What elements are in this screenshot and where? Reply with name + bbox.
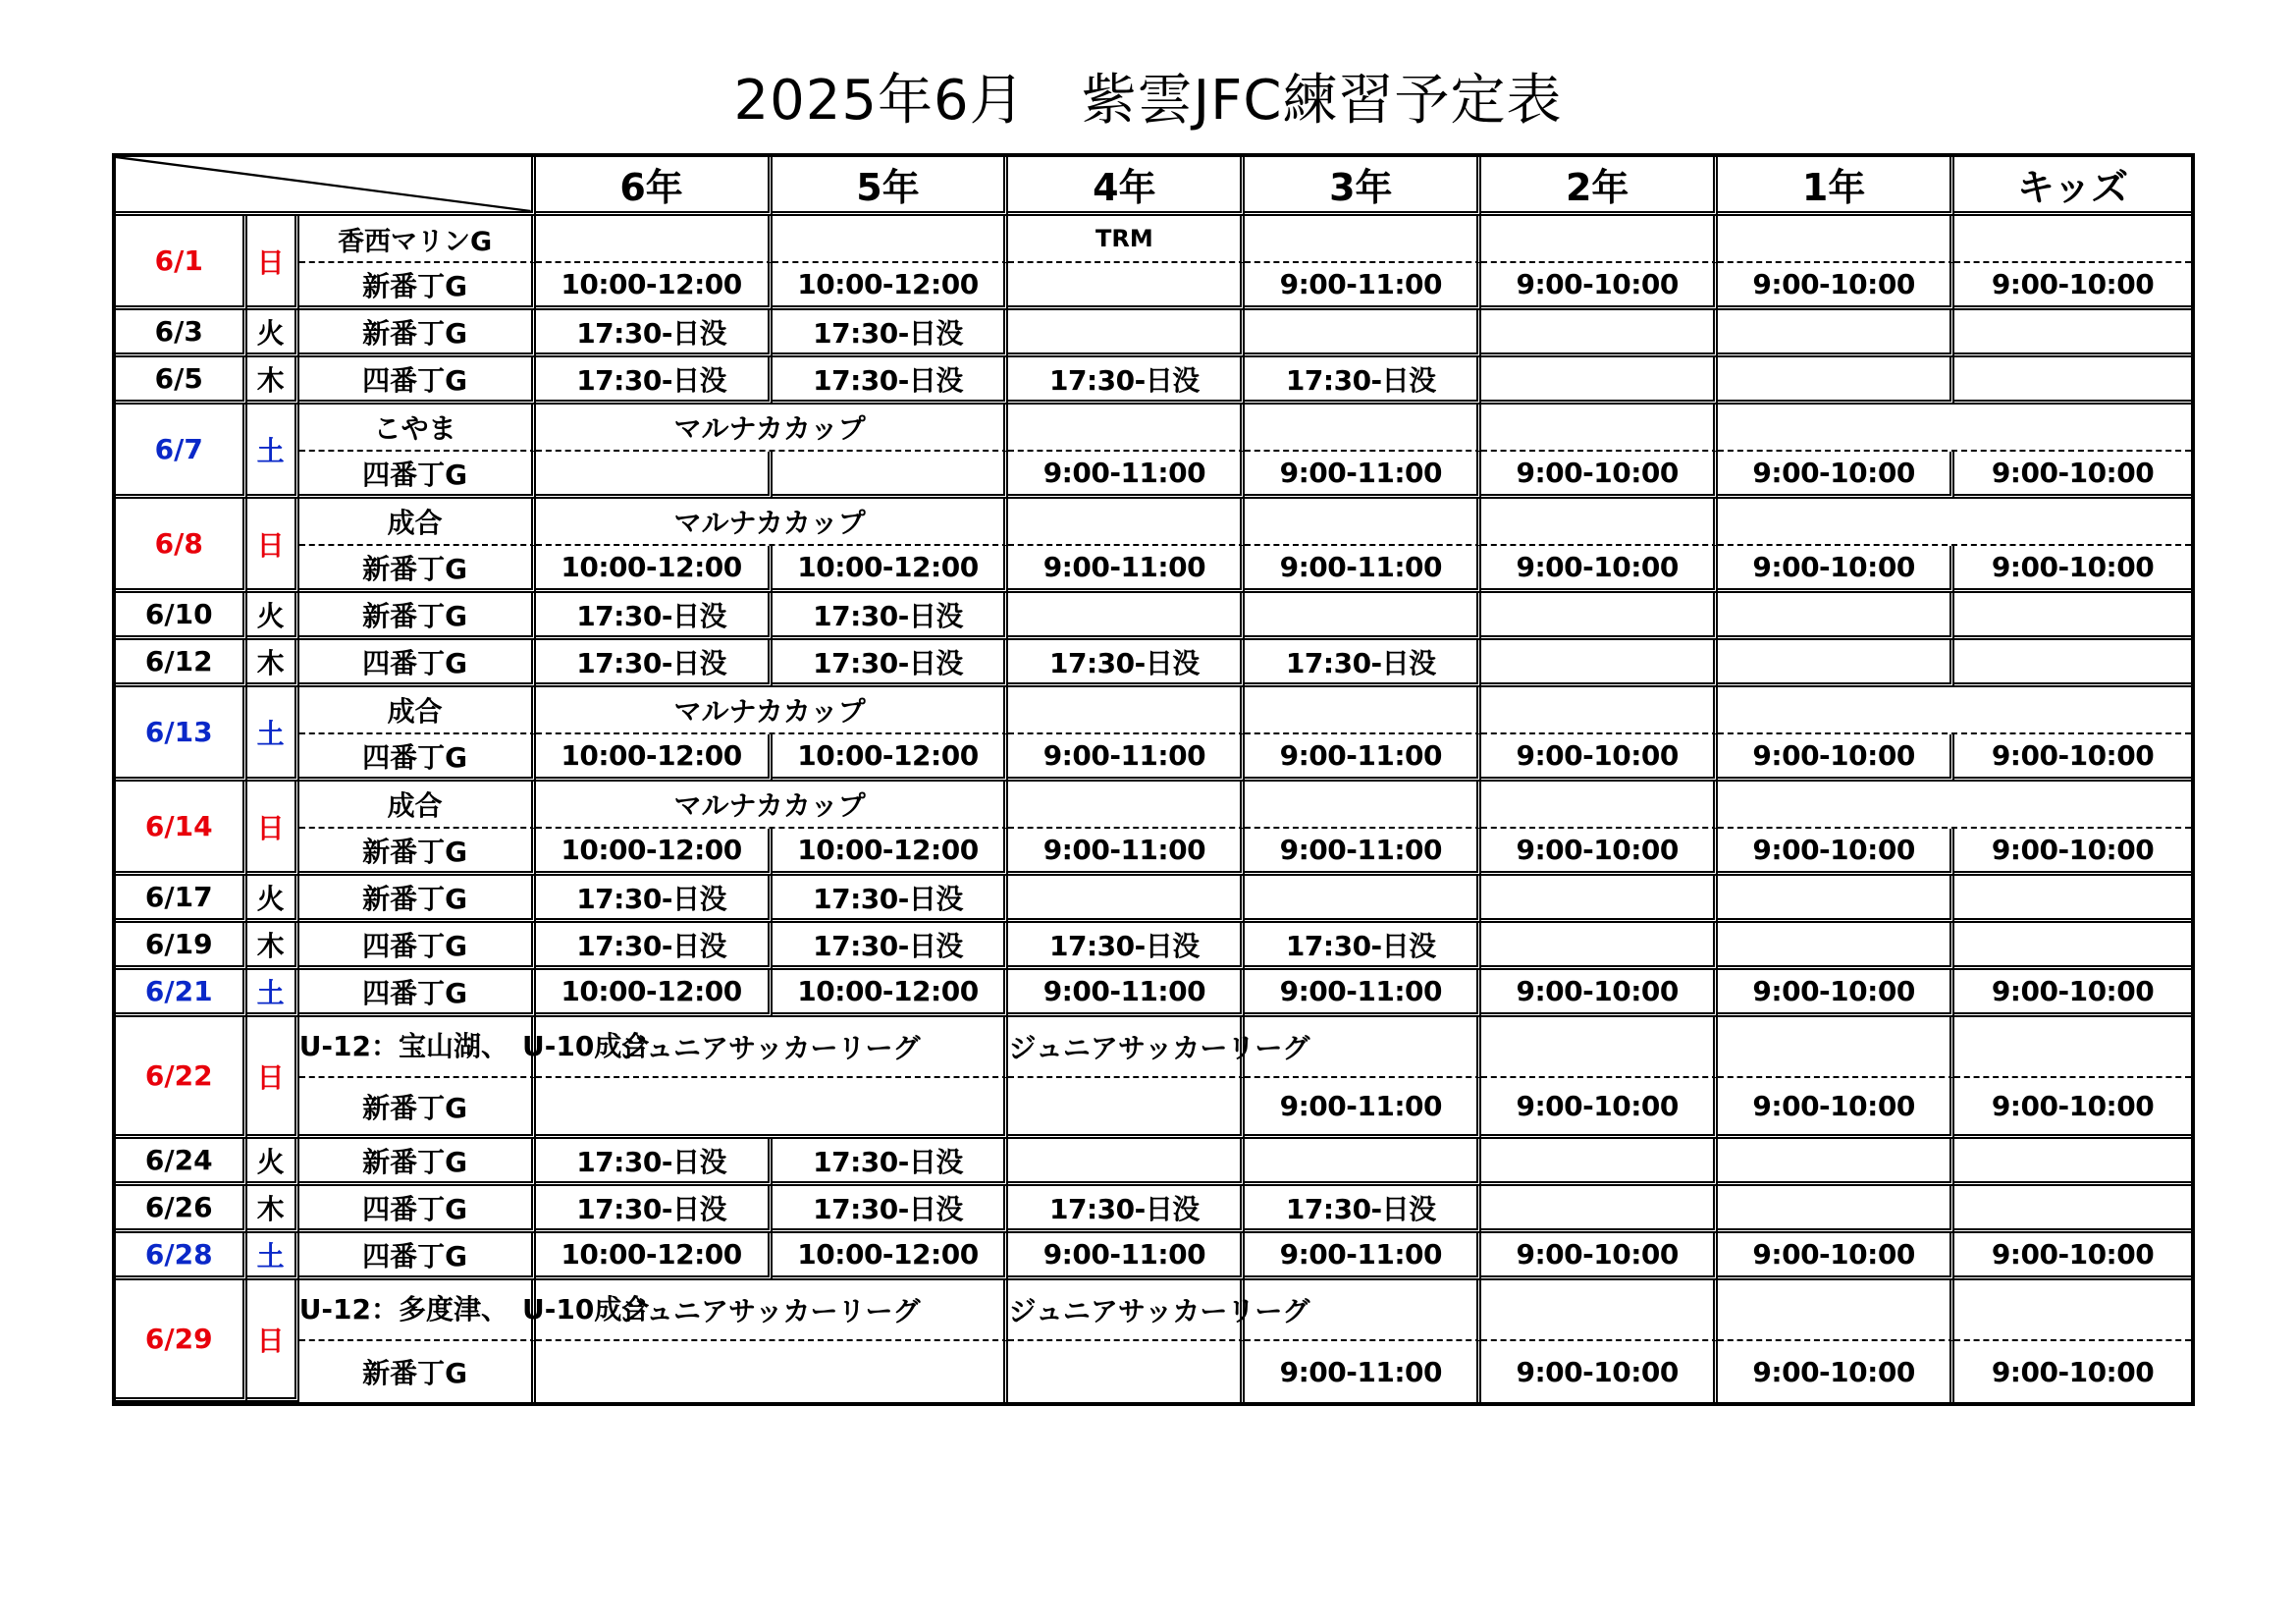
schedule-cell: TRM [1008,216,1245,263]
schedule-cell [1481,782,1718,829]
schedule-cell: 9:00-10:00 [1991,1355,2155,1388]
schedule-cell: 17:30-日没 [536,923,773,970]
date-cell: 6/24 [116,1139,247,1186]
schedule-cell: 9:00-10:00 [1481,970,1718,1017]
schedule-cell: 9:00-10:00 [1481,829,1718,876]
schedule-cell: 9:00-10:00 [1481,546,1718,593]
weekday-cell: 土 [247,687,299,782]
table-row [116,687,2191,734]
weekday-cell: 日 [247,782,299,876]
header-grade-5: 5年 [773,157,1009,216]
venue-cell: 新番丁G [299,1341,536,1402]
schedule-cell: マルナカカップ [536,405,1009,452]
venue-cell: 新番丁G [299,593,536,640]
date-cell: 6/7 [116,405,247,499]
schedule-cell: 17:30-日没 [536,640,773,687]
schedule-cell: 17:30-日没 [536,310,773,357]
table-row [116,357,2191,405]
schedule-cell: 17:30-日没 [536,1139,773,1186]
table-row [116,1139,2191,1186]
schedule-cell [1008,593,1245,640]
table-row [116,640,2191,687]
schedule-cell: 10:00-12:00 [773,829,1009,876]
weekday-cell: 火 [247,1139,299,1186]
corner-cell [116,157,536,216]
schedule-cell [1954,1280,2191,1341]
weekday-cell: 日 [247,216,299,310]
schedule-cell [773,216,1009,263]
schedule-cell: 9:00-11:00 [1008,970,1245,1017]
schedule-cell: 17:30-日没 [773,923,1009,970]
table-row [116,970,2191,1017]
schedule-cell [1718,640,1954,687]
schedule-cell: 9:00-10:00 [1718,829,1954,876]
schedule-cell: 17:30-日没 [773,640,1009,687]
header-grade-4: 4年 [1008,157,1245,216]
schedule-cell: 9:00-11:00 [1008,452,1245,499]
schedule-cell: 17:30-日没 [773,357,1009,405]
schedule-cell: 9:00-11:00 [1245,1341,1481,1402]
weekday-cell: 木 [247,357,299,405]
venue-cell: 新番丁G [299,263,536,310]
schedule-cell [1008,876,1245,923]
schedule-cell: 17:30-日没 [536,1186,773,1233]
schedule-cell: ジュニアサッカーリーグ [536,1017,1009,1078]
date-cell: 6/22 [116,1017,247,1139]
header-grade-2: 2年 [1481,157,1718,216]
schedule-cell: 9:00-10:00 [1481,1341,1718,1402]
table-row [116,1280,2191,1341]
venue-cell: 成合 [299,782,536,829]
table-row [116,734,2191,782]
schedule-cell: 17:30-日没 [773,1139,1009,1186]
schedule-cell [1718,405,2191,452]
header-grade-6: 6年 [536,157,773,216]
schedule-cell: 9:00-10:00 [1954,1078,2191,1139]
venue-cell: U-12：多度津、 U-10成合 [299,1280,536,1341]
venue-cell: 香西マリンG [299,216,536,263]
date-cell: 6/19 [116,923,247,970]
schedule-cell [773,452,1009,499]
schedule-cell [1008,1078,1245,1139]
weekday-cell: 木 [247,923,299,970]
schedule-cell: 9:00-10:00 [1481,452,1718,499]
date-cell: 6/8 [116,499,247,593]
schedule-cell: 17:30-日没 [773,310,1009,357]
schedule-cell: 9:00-11:00 [1245,546,1481,593]
header-row [116,157,2191,216]
table-row [116,310,2191,357]
table-row [116,923,2191,970]
schedule-cell [1008,310,1245,357]
table-row [116,546,2191,593]
schedule-cell: 17:30-日没 [1008,923,1245,970]
schedule-cell [1954,310,2191,357]
header-grade-1: 1年 [1718,157,1954,216]
schedule-cell: ジュニアサッカーリーグ [1008,1017,1245,1078]
schedule-cell [1481,1017,1718,1078]
schedule-cell: マルナカカップ [536,687,1009,734]
schedule-cell [1008,1139,1245,1186]
date-cell: 6/14 [116,782,247,876]
schedule-cell [1718,499,2191,546]
schedule-cell: 9:00-10:00 [1481,1078,1718,1139]
schedule-cell: 10:00-12:00 [536,970,773,1017]
schedule-cell: 10:00-12:00 [536,546,773,593]
schedule-cell [1008,405,1245,452]
schedule-cell: 9:00-10:00 [1718,1078,1954,1139]
schedule-cell: 10:00-12:00 [536,734,773,782]
schedule-cell: 17:30-日没 [536,593,773,640]
weekday-cell: 木 [247,640,299,687]
schedule-cell [1008,782,1245,829]
venue-cell: 成合 [299,499,536,546]
weekday-cell: 日 [247,1280,299,1402]
schedule-cell [1481,1280,1718,1341]
schedule-cell: 9:00-11:00 [1245,452,1481,499]
schedule-cell: 9:00-10:00 [1718,734,1954,782]
schedule-cell [1954,876,2191,923]
schedule-cell [1245,876,1481,923]
schedule-cell: 17:30-日没 [536,357,773,405]
schedule-cell [1718,310,1954,357]
venue-cell: 四番丁G [299,640,536,687]
schedule-cell: 17:30-日没 [1245,1186,1481,1233]
schedule-cell: 9:00-10:00 [1954,1233,2191,1280]
schedule-cell: 9:00-11:00 [1008,734,1245,782]
venue-cell: 新番丁G [299,546,536,593]
venue-cell: 新番丁G [299,1078,536,1139]
date-cell: 6/29 [116,1280,247,1402]
schedule-cell: 9:00-11:00 [1008,546,1245,593]
table-row [116,263,2191,310]
schedule-cell [1245,499,1481,546]
schedule-cell [1718,1280,1954,1341]
schedule-cell: 17:30-日没 [773,593,1009,640]
date-cell: 6/26 [116,1186,247,1233]
venue-cell: 新番丁G [299,1139,536,1186]
venue-cell: U-12：宝山湖、 U-10成合 [299,1017,536,1078]
schedule-cell: 9:00-10:00 [1954,970,2191,1017]
schedule-cell [1008,1341,1245,1402]
schedule-cell [1481,499,1718,546]
schedule-cell: 17:30-日没 [1008,357,1245,405]
schedule-cell: 9:00-10:00 [1718,970,1954,1017]
schedule-cell [1718,357,1954,405]
schedule-cell: 10:00-12:00 [773,734,1009,782]
schedule-cell [1718,782,2191,829]
schedule-cell [1718,216,1954,263]
table-row [116,452,2191,499]
schedule-cell [1954,1017,2191,1078]
schedule-cell: 9:00-10:00 [1954,263,2191,310]
schedule-cell [1481,216,1718,263]
schedule-cell: マルナカカップ [536,499,1009,546]
schedule-cell [1245,593,1481,640]
venue-cell: 四番丁G [299,1186,536,1233]
schedule-cell [1718,687,2191,734]
schedule-cell [1245,216,1481,263]
weekday-cell: 火 [247,593,299,640]
date-cell: 6/28 [116,1233,247,1280]
venue-cell: 四番丁G [299,452,536,499]
schedule-cell [1245,1139,1481,1186]
schedule-cell: 9:00-10:00 [1481,734,1718,782]
weekday-cell: 土 [247,405,299,499]
schedule-cell [1481,593,1718,640]
weekday-cell: 日 [247,499,299,593]
table-row [116,876,2191,923]
header-grade-3: 3年 [1245,157,1481,216]
date-cell: 6/3 [116,310,247,357]
schedule-cell: 9:00-10:00 [1954,734,2191,782]
weekday-cell: 火 [247,876,299,923]
schedule-cell: 10:00-12:00 [773,263,1009,310]
schedule-cell [536,452,773,499]
schedule-cell: 9:00-10:00 [1718,263,1954,310]
table-row [116,829,2191,876]
schedule-cell [1481,310,1718,357]
schedule-cell [1718,923,1954,970]
schedule-cell [1481,1139,1718,1186]
weekday-cell: 火 [247,310,299,357]
schedule-cell [536,1341,1009,1402]
schedule-cell: 17:30-日没 [773,1186,1009,1233]
schedule-cell: 9:00-11:00 [1245,263,1481,310]
date-cell: 6/17 [116,876,247,923]
schedule-cell: 9:00-10:00 [1718,1233,1954,1280]
page-title: 2025年6月 紫雲JFC練習予定表 [733,69,1563,133]
schedule-cell: 10:00-12:00 [536,1233,773,1280]
schedule-cell [1245,782,1481,829]
schedule-cell: 17:30-日没 [773,876,1009,923]
schedule-cell [1718,1017,1954,1078]
schedule-cell [1954,216,2191,263]
schedule-cell: 9:00-11:00 [1245,829,1481,876]
weekday-cell: 木 [247,1186,299,1233]
schedule-cell: 17:30-日没 [1008,640,1245,687]
table-row [116,1233,2191,1280]
schedule-cell: ジュニアサッカーリーグ [1008,1280,1245,1341]
date-cell: 6/21 [116,970,247,1017]
schedule-cell: 10:00-12:00 [773,1233,1009,1280]
table-row [116,593,2191,640]
date-cell: 6/13 [116,687,247,782]
venue-cell: 四番丁G [299,734,536,782]
schedule-cell [1245,687,1481,734]
schedule-cell: 10:00-12:00 [773,546,1009,593]
venue-cell: こやま [299,405,536,452]
schedule-cell: 9:00-10:00 [1954,452,2191,499]
diagonal-line-icon [116,157,531,211]
date-cell: 6/5 [116,357,247,405]
schedule-cell [536,216,773,263]
venue-cell: 新番丁G [299,310,536,357]
table-row [116,782,2191,829]
schedule-cell [1481,640,1718,687]
table-row [116,1341,2191,1402]
schedule-cell [1245,405,1481,452]
schedule-cell: マルナカカップ [536,782,1009,829]
weekday-cell: 土 [247,1233,299,1280]
schedule-cell [1954,593,2191,640]
schedule-cell: 17:30-日没 [536,876,773,923]
schedule-cell: 10:00-12:00 [536,263,773,310]
table-row [116,216,2191,263]
schedule-cell [1245,310,1481,357]
schedule-cell [1954,357,2191,405]
schedule-cell: 9:00-10:00 [1718,1341,1954,1402]
schedule-cell [1954,640,2191,687]
venue-cell: 新番丁G [299,876,536,923]
schedule-cell: 9:00-11:00 [1245,1233,1481,1280]
schedule-cell: 9:00-10:00 [1718,452,1954,499]
venue-cell: 四番丁G [299,357,536,405]
schedule-cell [1481,1186,1718,1233]
schedule-cell: 17:30-日没 [1245,357,1481,405]
schedule-cell: 9:00-10:00 [1481,1233,1718,1280]
schedule-cell: 10:00-12:00 [773,970,1009,1017]
schedule-cell [1718,593,1954,640]
weekday-cell: 土 [247,970,299,1017]
venue-cell: 四番丁G [299,1233,536,1280]
schedule-cell: 17:30-日没 [1245,923,1481,970]
schedule-cell: 9:00-11:00 [1245,970,1481,1017]
schedule-cell: 9:00-10:00 [1718,546,1954,593]
venue-cell: 成合 [299,687,536,734]
schedule-cell: 9:00-10:00 [1954,546,2191,593]
schedule-cell [1008,263,1245,310]
schedule-cell [1954,923,2191,970]
table-row [116,1186,2191,1233]
schedule-cell: 9:00-11:00 [1008,829,1245,876]
schedule-cell [1718,1186,1954,1233]
schedule-cell [1008,687,1245,734]
date-cell: 6/1 [116,216,247,310]
date-cell: 6/10 [116,593,247,640]
schedule-cell: 17:30-日没 [1008,1186,1245,1233]
schedule-cell: 9:00-10:00 [1481,263,1718,310]
schedule-cell: 9:00-10:00 [1954,829,2191,876]
venue-cell: 新番丁G [299,829,536,876]
schedule-cell: ジュニアサッカーリーグ [536,1280,1009,1341]
schedule-cell [1954,1139,2191,1186]
schedule-cell: 17:30-日没 [1245,640,1481,687]
table-row [116,405,2191,452]
table-row [116,1017,2191,1078]
schedule-cell: 9:00-11:00 [1008,1233,1245,1280]
table-row [116,499,2191,546]
schedule-cell [1481,923,1718,970]
schedule-cell [1954,1186,2191,1233]
table-row [116,1078,2191,1139]
venue-cell: 四番丁G [299,923,536,970]
schedule-cell [1481,876,1718,923]
schedule-cell [1481,357,1718,405]
schedule-cell: 9:00-11:00 [1245,1078,1481,1139]
schedule-cell [1481,405,1718,452]
date-cell: 6/12 [116,640,247,687]
schedule-cell [1008,499,1245,546]
venue-cell: 四番丁G [299,970,536,1017]
schedule-cell: 10:00-12:00 [536,829,773,876]
header-kids: キッズ [1954,157,2191,216]
weekday-cell: 日 [247,1017,299,1139]
schedule-cell [1718,1139,1954,1186]
schedule-cell [1718,876,1954,923]
schedule-cell [1481,687,1718,734]
schedule-cell [536,1078,1009,1139]
schedule-cell: 9:00-11:00 [1245,734,1481,782]
schedule-table [112,153,2195,1406]
